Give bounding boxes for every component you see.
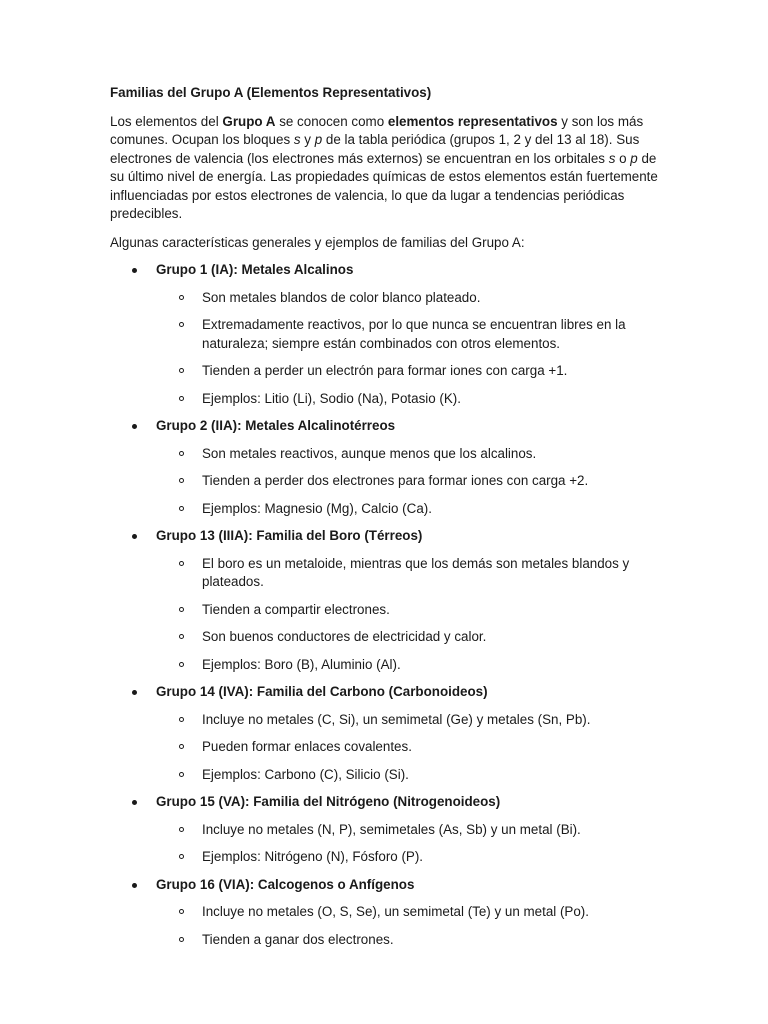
circle-bullet-icon	[179, 506, 184, 511]
circle-bullet-icon	[179, 772, 184, 777]
sub-list	[156, 903, 668, 949]
list-intro: Algunas características generales y ejemplos de familias del Grupo A:	[110, 234, 525, 250]
list-item-text: Tienden a ganar dos electrones.	[202, 931, 394, 947]
circle-bullet-icon	[179, 662, 184, 667]
circle-bullet-icon	[179, 295, 184, 300]
group-heading-row	[156, 793, 668, 812]
group-item	[110, 527, 668, 674]
sub-list	[156, 289, 668, 409]
list-item	[202, 766, 668, 785]
circle-bullet-icon	[179, 478, 184, 483]
list-item	[202, 362, 668, 381]
intro-italic-s: s	[608, 150, 616, 166]
group-heading: Grupo 2 (IIA): Metales Alcalinotérreos	[156, 418, 396, 433]
intro-text: de su último nivel de energía. Las propiedades químicas de estos elementos están fuertemente influenciadas por estos electrones de valencia, lo que da lugar a tendencias periódicas predecibles.	[110, 150, 658, 221]
circle-bullet-icon	[179, 607, 184, 612]
intro-text: se conocen como	[275, 113, 388, 129]
intro-italic-s: s	[293, 132, 301, 147]
list-item	[202, 931, 668, 950]
intro-text: y son los más comunes. Ocupan los bloques	[110, 113, 644, 147]
list-item	[202, 848, 668, 867]
list-item	[202, 711, 668, 730]
group-list	[110, 261, 668, 949]
list-item-text: Tienden a perder un electrón para formar iones con carga +1.	[202, 363, 568, 378]
list-item	[202, 656, 668, 675]
list-item-text: Ejemplos: Nitrógeno (N), Fósforo (P).	[202, 849, 424, 864]
list-item-text: Incluye no metales (N, P), semimetales (As, Sb) y un metal (Bi).	[202, 821, 581, 837]
group-heading: Grupo 16 (VIA): Calcogenos o Anfígenos	[156, 876, 415, 892]
bullet-icon	[132, 534, 137, 539]
circle-bullet-icon	[179, 561, 184, 566]
group-heading: Grupo 15 (VA): Familia del Nitrógeno (Nitrogenoideos)	[156, 794, 501, 809]
group-item	[110, 793, 668, 867]
bullet-icon	[132, 883, 137, 888]
group-heading-row	[156, 417, 668, 436]
group-item	[110, 261, 668, 408]
circle-bullet-icon	[179, 451, 184, 456]
list-item-text: Extremadamente reactivos, por lo que nunca se encuentran libres en la naturaleza; siempre están combinados con otros elementos.	[202, 317, 626, 351]
list-item-text: Son buenos conductores de electricidad y calor.	[202, 629, 487, 644]
list-item	[202, 500, 668, 519]
circle-bullet-icon	[179, 634, 184, 639]
circle-bullet-icon	[179, 937, 184, 942]
list-item-text: Incluye no metales (C, Si), un semimetal (Ge) y metales (Sn, Pb).	[202, 711, 591, 727]
list-item-text: Son metales blandos de color blanco plateado.	[202, 289, 481, 305]
circle-bullet-icon	[179, 827, 184, 832]
bullet-icon	[132, 424, 137, 429]
circle-bullet-icon	[179, 396, 184, 401]
list-item	[202, 316, 668, 353]
list-item-text: Ejemplos: Litio (Li), Sodio (Na), Potasio (K).	[202, 390, 461, 406]
list-item-text: Pueden formar enlaces covalentes.	[202, 739, 412, 754]
group-heading-row	[156, 876, 668, 895]
intro-italic-p: p	[630, 150, 638, 166]
sub-list	[156, 445, 668, 519]
group-heading: Grupo 14 (IVA): Familia del Carbono (Carbonoideos)	[156, 684, 488, 699]
list-item-text: Tienden a compartir electrones.	[202, 601, 390, 617]
intro-bold-grupo-a: Grupo A	[222, 113, 276, 129]
list-item-text: El boro es un metaloide, mientras que los demás son metales blandos y plateados.	[202, 555, 630, 589]
group-item	[110, 683, 668, 784]
list-item	[202, 738, 668, 757]
list-item	[202, 903, 668, 922]
intro-text: de la tabla periódica (grupos 1, 2 y del 13 al 18). Sus electrones de valencia (los electrones más externos) se encuentran en los orbitales	[110, 132, 640, 166]
intro-italic-p: p	[314, 132, 323, 147]
list-item	[202, 821, 668, 840]
circle-bullet-icon	[179, 854, 184, 859]
group-heading-row	[156, 261, 668, 280]
list-item-text: Ejemplos: Carbono (C), Silicio (Si).	[202, 766, 409, 782]
circle-bullet-icon	[179, 717, 184, 722]
bullet-icon	[132, 690, 137, 695]
circle-bullet-icon	[179, 322, 184, 327]
bullet-icon	[132, 800, 137, 805]
sub-list	[156, 821, 668, 867]
intro-text: Los elementos del	[110, 113, 223, 129]
group-item	[110, 417, 668, 518]
group-heading: Grupo 1 (IA): Metales Alcalinos	[156, 262, 354, 277]
document-title: Familias del Grupo A (Elementos Representativos)	[110, 85, 432, 100]
intro-text: y	[300, 132, 315, 147]
circle-bullet-icon	[179, 909, 184, 914]
list-item-text: Ejemplos: Magnesio (Mg), Calcio (Ca).	[202, 500, 432, 516]
list-item	[202, 289, 668, 308]
list-item	[202, 390, 668, 409]
list-item-text: Son metales reactivos, aunque menos que los alcalinos.	[202, 445, 537, 461]
list-item	[202, 472, 668, 491]
intro-text: o	[615, 150, 631, 166]
list-item-text: Incluye no metales (O, S, Se), un semimetal (Te) y un metal (Po).	[202, 904, 589, 919]
circle-bullet-icon	[179, 744, 184, 749]
intro-paragraph	[110, 113, 668, 224]
intro-bold-representativos: elementos representativos	[387, 113, 558, 129]
sub-list	[156, 555, 668, 675]
group-item	[110, 876, 668, 950]
list-item	[202, 601, 668, 620]
group-heading-row	[156, 683, 668, 702]
sub-list	[156, 711, 668, 785]
list-item-text: Tienden a perder dos electrones para formar iones con carga +2.	[202, 473, 589, 488]
list-item	[202, 555, 668, 592]
list-item	[202, 445, 668, 464]
group-heading-row	[156, 527, 668, 546]
group-heading: Grupo 13 (IIIA): Familia del Boro (Térreos)	[156, 528, 423, 543]
list-item	[202, 628, 668, 647]
bullet-icon	[132, 268, 137, 273]
circle-bullet-icon	[179, 368, 184, 373]
list-item-text: Ejemplos: Boro (B), Aluminio (Al).	[202, 656, 401, 672]
